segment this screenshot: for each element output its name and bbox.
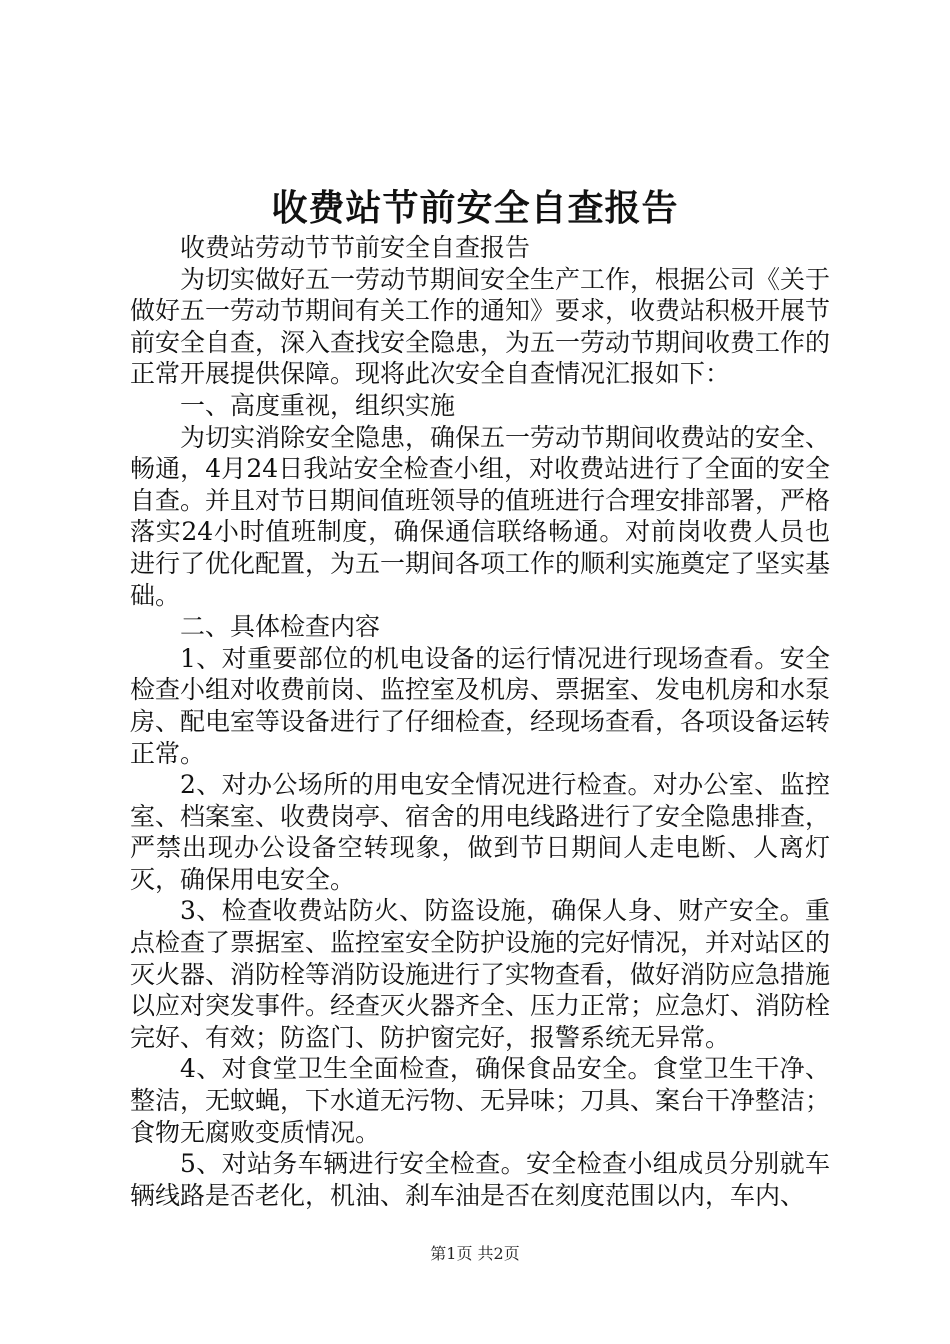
section-heading-2: 二、具体检查内容 [180, 612, 381, 642]
document-body [130, 232, 830, 1211]
check-item-1: 1、对重要部位的机电设备的运行情况进行现场查看。安全检查小组对收费前岗、监控室及机房、票据室、发电机房和水泵房、配电室等设备进行了仔细检查，经现场查看，各项设备运转正常。 [130, 643, 831, 768]
check-item-3: 3、检查收费站防火、防盗设施，确保人身、财产安全。重点检查了票据室、监控室安全防护设施的完好情况，并对站区的灭火器、消防栓等消防设施进行了实物查看，做好消防应急措施以应对突发事件。经查灭火器齐全、压力正常；应急灯、消防栓完好、有效；防盗门、防护窗完好，报警系统无异常。 [130, 896, 831, 1052]
section-heading-1: 一、高度重视，组织实施 [180, 390, 456, 420]
check-item-2: 2、对办公场所的用电安全情况进行检查。对办公室、监控室、档案室、收费岗亭、宿舍的用电线路进行了安全隐患排查，严禁出现办公设备空转现象，做到节日期间人走电断、人离灯灭，确保用电安全。 [130, 770, 831, 894]
intro-paragraph: 为切实做好五一劳动节期间安全生产工作，根据公司《关于做好五一劳动节期间有关工作的通知》要求，收费站积极开展节前安全自查，深入查找安全隐患，为五一劳动节期间收费工作的正常开展提供保障。现将此次安全自查情况汇报如下： [130, 264, 831, 389]
document-title: 收费站节前安全自查报告 [271, 187, 679, 229]
check-item-4: 4、对食堂卫生全面检查，确保食品安全。食堂卫生干净、整洁，无蚊蝇，下水道无污物、无异味；刀具、案台干净整洁；食物无腐败变质情况。 [130, 1054, 831, 1147]
section-1-paragraph: 为切实消除安全隐患，确保五一劳动节期间收费站的安全、畅通，4月24日我站安全检查小组，对收费站进行了全面的安全自查。并且对节日期间值班领导的值班进行合理安排部署，严格落实24小时值班制度，确保通信联络畅通。对前岗收费人员也进行了优化配置，为五一期间各项工作的顺利实施奠定了坚实基础。 [130, 422, 831, 610]
page-footer: 第1页 共2页 [430, 1244, 520, 1263]
check-item-5: 5、对站务车辆进行安全检查。安全检查小组成员分别就车辆线路是否老化，机油、刹车油是否在刻度范围以内，车内、 [130, 1149, 830, 1210]
subtitle-paragraph: 收费站劳动节节前安全自查报告 [180, 233, 531, 262]
